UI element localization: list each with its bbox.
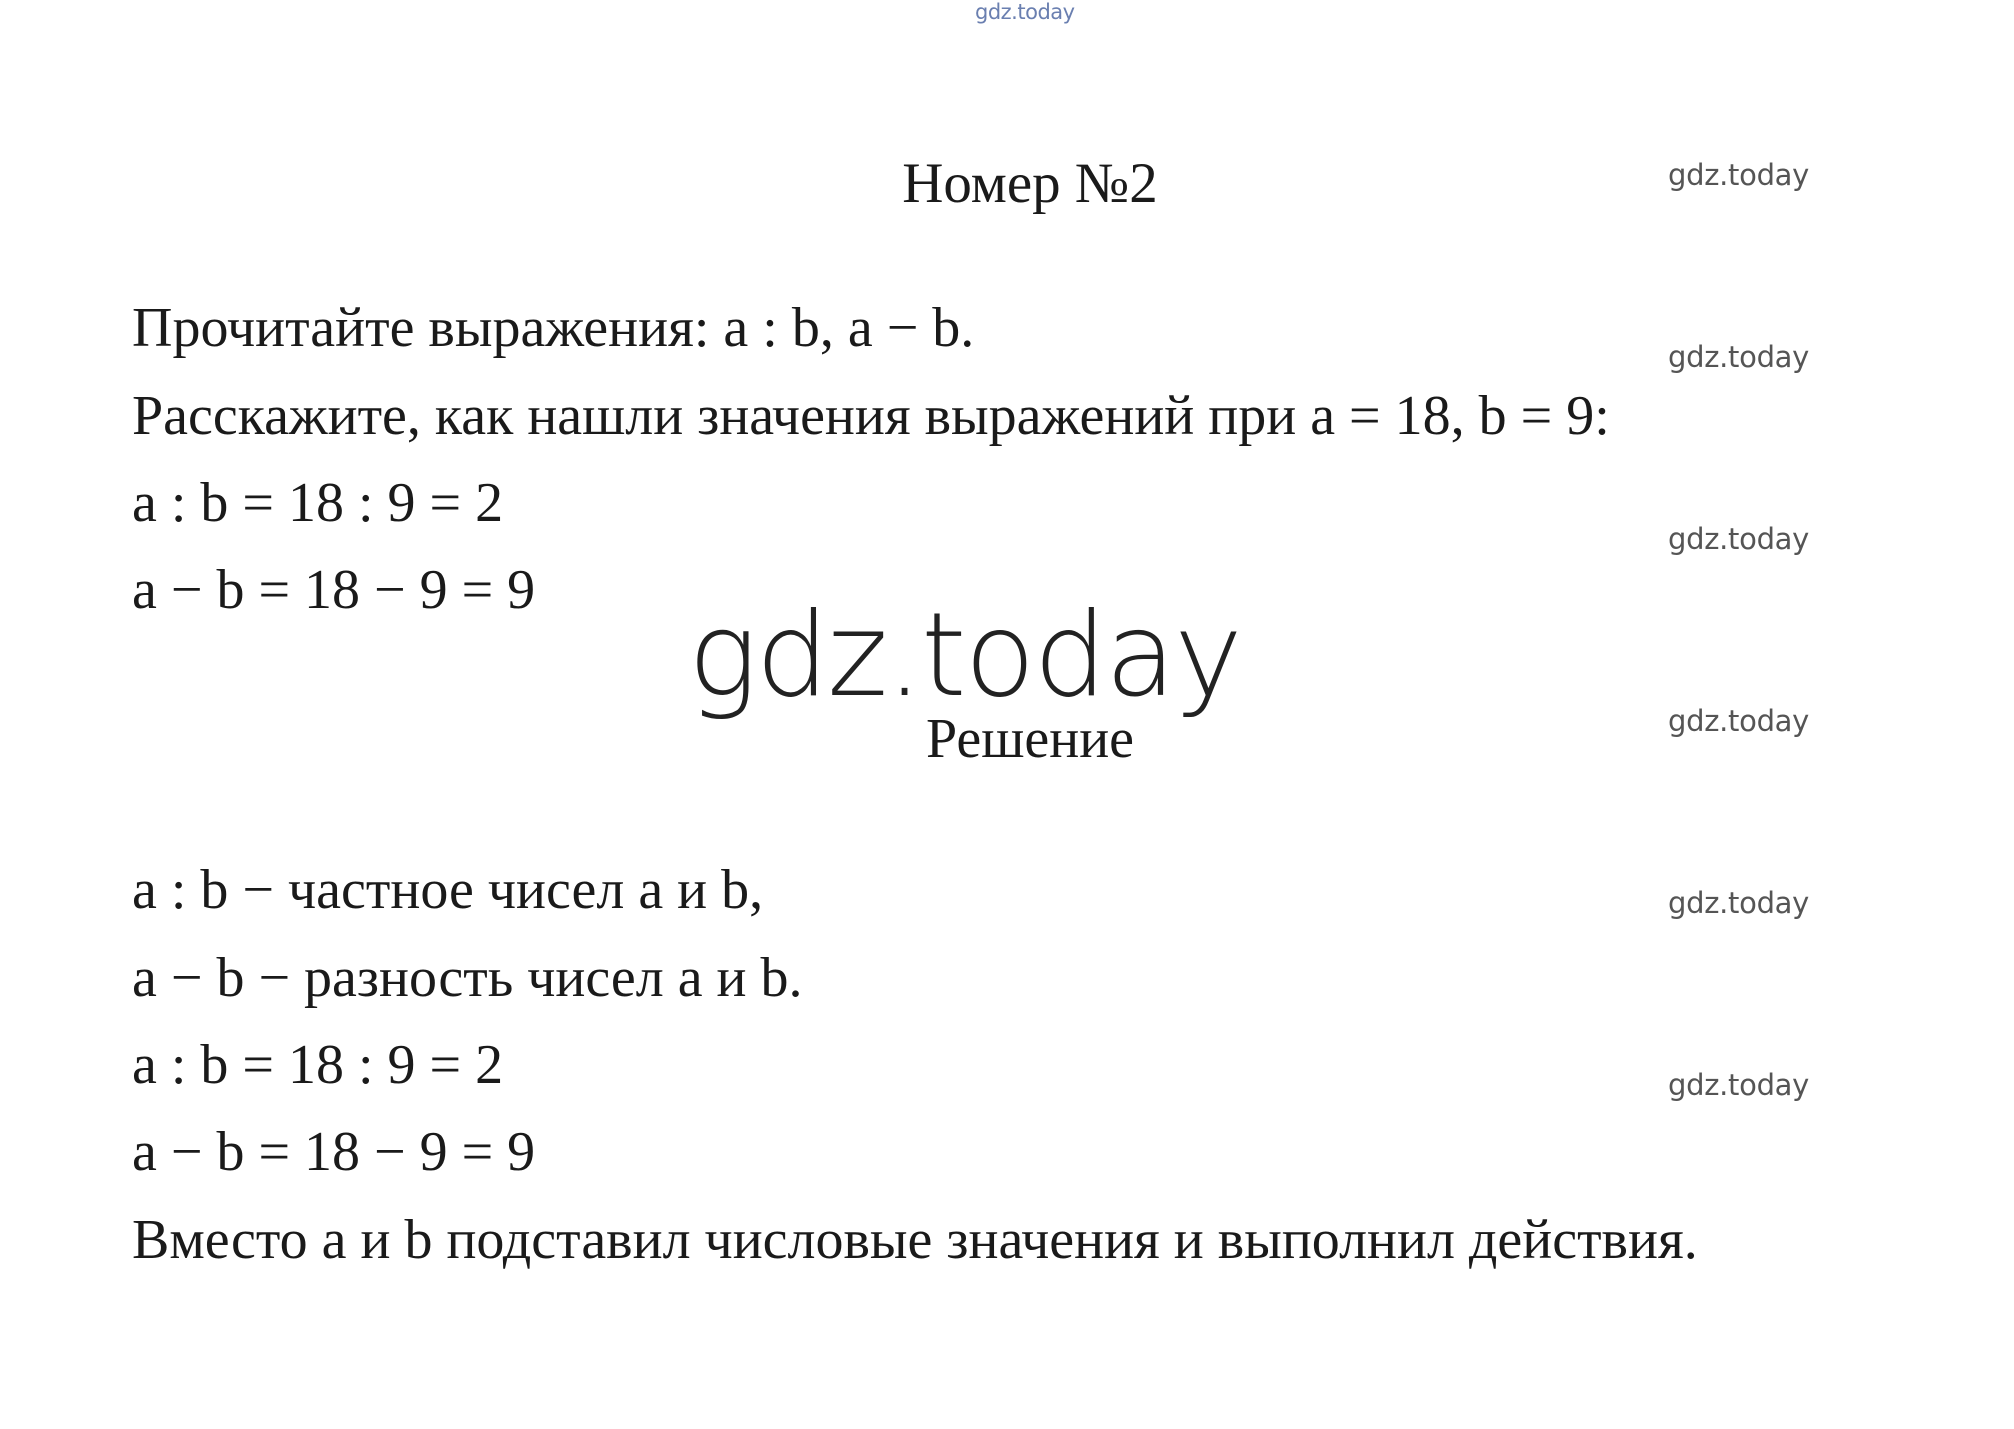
- solution-line: a : b = 18 : 9 = 2: [132, 1034, 504, 1096]
- side-watermark: gdz.today: [1668, 886, 1810, 920]
- page-title: Номер №2: [902, 152, 1158, 215]
- side-watermark: gdz.today: [1668, 340, 1810, 374]
- solution-line: a − b = 18 − 9 = 9: [132, 1121, 536, 1183]
- task-line: Расскажите, как нашли значения выражений при a = 18, b = 9:: [132, 385, 1610, 447]
- task-line: a : b = 18 : 9 = 2: [132, 472, 504, 534]
- solution-heading: Решение: [925, 708, 1135, 770]
- solution-line: a : b − частное чисел a и b,: [132, 859, 764, 921]
- side-watermark: gdz.today: [1668, 1068, 1810, 1102]
- side-watermark: gdz.today: [1668, 158, 1810, 192]
- top-watermark: gdz.today: [975, 0, 1075, 24]
- solution-line: Вместо a и b подставил числовые значения и выполнил действия.: [132, 1209, 1698, 1271]
- side-watermark: gdz.today: [1668, 522, 1810, 556]
- side-watermark: gdz.today: [1668, 704, 1810, 738]
- task-line: a − b = 18 − 9 = 9: [132, 559, 536, 621]
- center-logo-watermark: gdz.today: [688, 588, 1241, 723]
- task-line: Прочитайте выражения: a : b, a − b.: [132, 297, 975, 359]
- solution-line: a − b − разность чисел a и b.: [132, 947, 803, 1009]
